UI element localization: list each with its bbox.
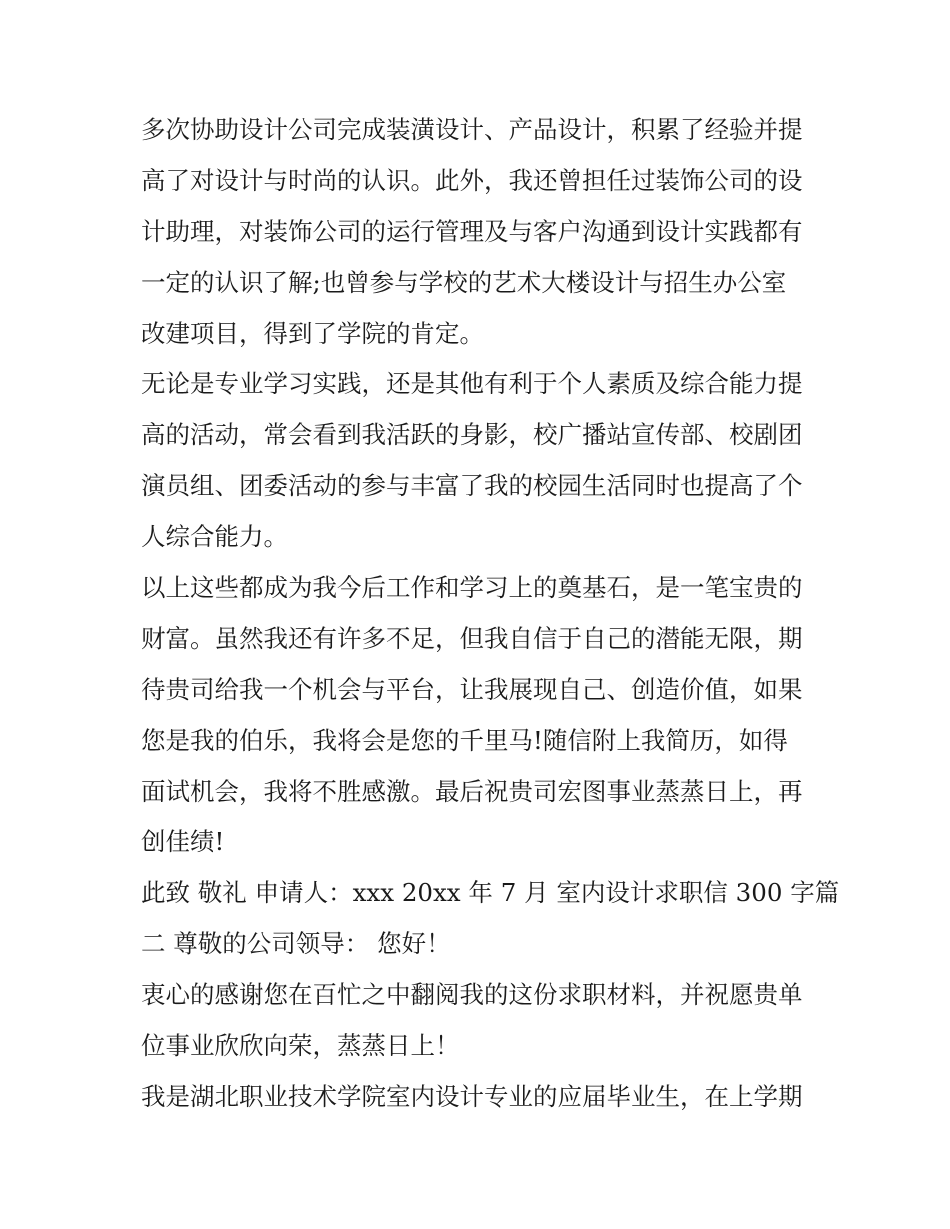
text-line: 财富。虽然我还有许多不足，但我自信于自己的潜能无限，期 xyxy=(141,623,803,653)
text-line: 衷心的感谢您在百忙之中翻阅我的这份求职材料，并祝愿贵单 xyxy=(141,980,803,1010)
text-line: 我是湖北职业技术学院室内设计专业的应届毕业生，在上学期 xyxy=(141,1081,803,1111)
text-line: 二 尊敬的公司领导： 您好！ xyxy=(141,929,451,959)
text-line: 以上这些都成为我今后工作和学习上的奠基石，是一笔宝贵的 xyxy=(141,573,803,603)
text-line: 多次协助设计公司完成装潢设计、产品设计，积累了经验并提 xyxy=(141,115,803,144)
text-line: 位事业欣欣向荣，蒸蒸日上！ xyxy=(141,1031,460,1061)
text-line: 一定的认识了解;也曾参与学校的艺术大楼设计与招生办公室 xyxy=(141,267,787,297)
text-line: 面试机会，我将不胜感激。最后祝贵司宏图事业蒸蒸日上，再 xyxy=(141,776,803,806)
document-body xyxy=(141,105,840,1123)
text-line: 计助理，对装饰公司的运行管理及与客户沟通到设计实践都有 xyxy=(141,216,803,246)
text-line: 您是我的伯乐，我将会是您的千里马!随信附上我简历，如得 xyxy=(141,725,788,755)
text-line: 人综合能力。 xyxy=(141,522,288,552)
text-line: 此致 敬礼 申请人：xxx 20xx 年 7 月 室内设计求职信 300 字篇 xyxy=(141,878,840,908)
text-line: 创佳绩! xyxy=(141,827,225,857)
text-line: 无论是专业学习实践，还是其他有利于个人素质及综合能力提 xyxy=(141,369,803,399)
text-line: 改建项目，得到了学院的肯定。 xyxy=(141,318,484,348)
text-line: 待贵司给我一个机会与平台，让我展现自己、创造价值，如果 xyxy=(141,674,803,704)
text-line: 高了对设计与时尚的认识。此外，我还曾担任过装饰公司的设 xyxy=(141,165,803,195)
text-line: 高的活动，常会看到我活跃的身影，校广播站宣传部、校剧团 xyxy=(141,420,803,450)
text-line: 演员组、团委活动的参与丰富了我的校园生活同时也提高了个 xyxy=(141,471,803,501)
